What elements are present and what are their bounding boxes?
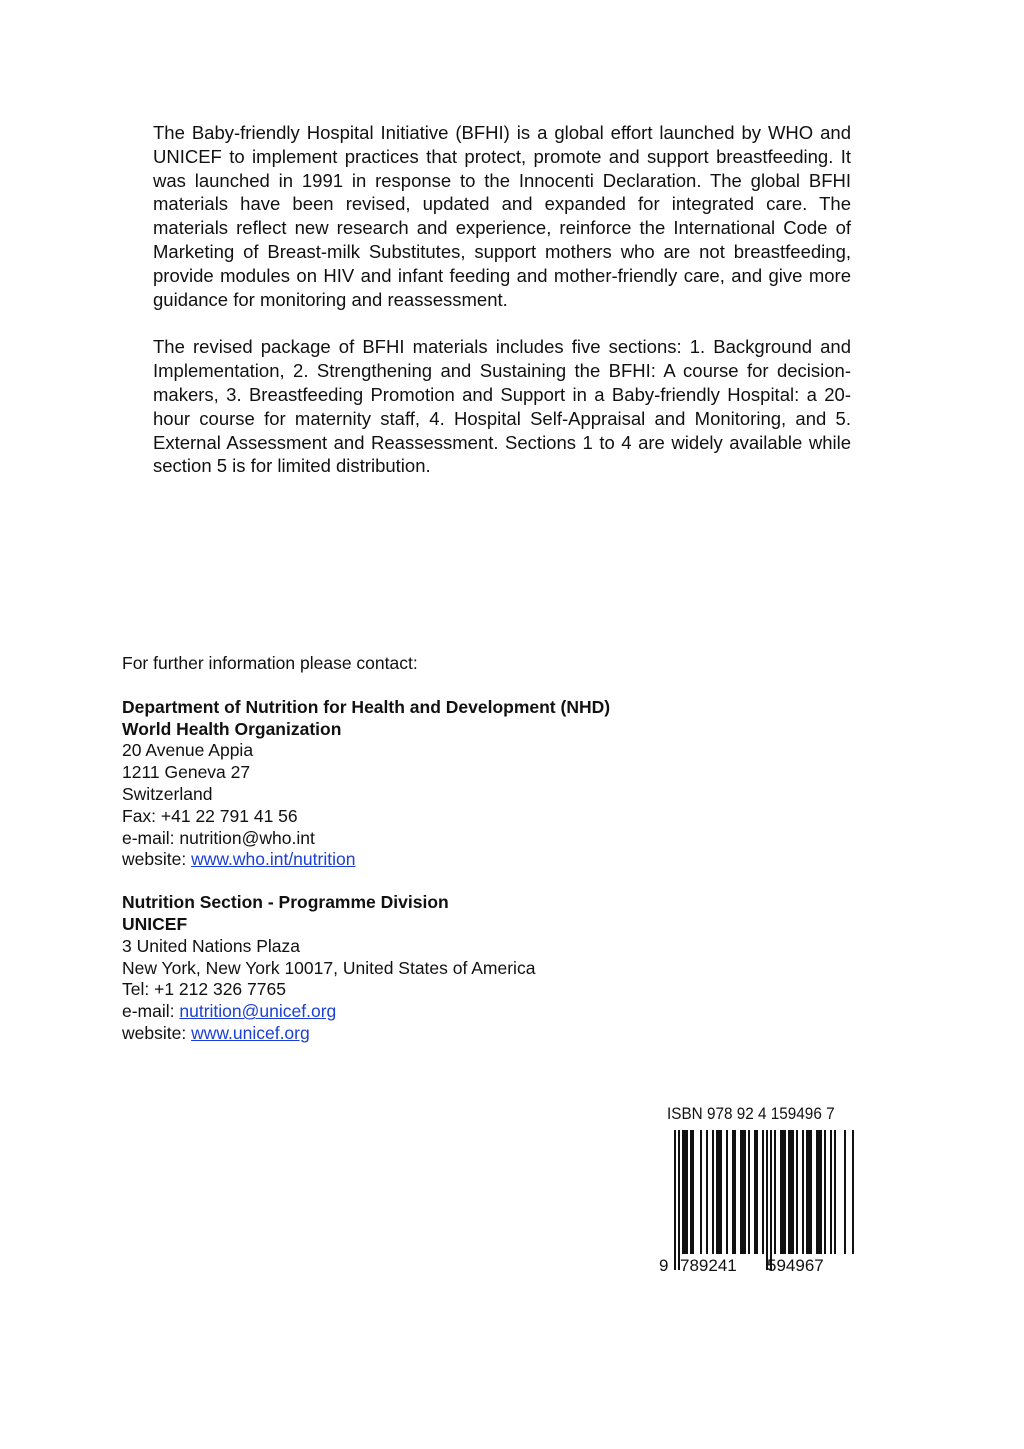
barcode-bar	[742, 1130, 744, 1254]
barcode-bar	[690, 1130, 692, 1254]
unicef-organization: UNICEF	[122, 913, 188, 934]
barcode-bar	[732, 1130, 734, 1254]
barcode-bar	[716, 1130, 718, 1254]
intro-paragraph-2: The revised package of BFHI materials includes five sections: 1. Background and Implementation, 2. Strengthening and Sustaining the BFHI: A course for decision-makers, 3. Breastfeeding Promotion and Support in a Baby-friendly Hospital: a 20-hour course for maternity staff, 4. Hospital Self-Appraisal and Monitoring, and 5. External Assessment and Reassessment. Sections 1 to 4 are widely available while section 5 is for limited distribution.	[153, 336, 851, 477]
who-organization: World Health Organization	[122, 718, 342, 739]
barcode-bar	[774, 1130, 776, 1254]
barcode-bar	[852, 1130, 854, 1254]
barcode-bar	[756, 1130, 758, 1254]
unicef-website-label: website:	[122, 1022, 192, 1043]
barcode-bar	[802, 1130, 804, 1254]
barcode-bar	[700, 1130, 702, 1254]
barcode-bar	[810, 1130, 812, 1254]
unicef-street: 3 United Nations Plaza	[122, 935, 301, 956]
barcode-bar	[782, 1130, 784, 1254]
who-email: e-mail: nutrition@who.int	[122, 827, 315, 848]
who-city: 1211 Geneva 27	[122, 762, 251, 783]
unicef-address	[122, 892, 742, 1045]
who-street: 20 Avenue Appia	[122, 740, 254, 761]
barcode-bar	[726, 1130, 728, 1254]
barcode-bar	[788, 1130, 790, 1254]
barcode-bar	[766, 1130, 768, 1270]
barcode-bar	[748, 1130, 750, 1254]
isbn-barcode	[654, 1126, 854, 1276]
barcode-bar	[720, 1130, 722, 1254]
who-website-label: website:	[122, 849, 192, 870]
barcode-bar	[744, 1130, 746, 1254]
unicef-tel: Tel: +1 212 326 7765	[122, 979, 286, 1000]
barcode-bar	[780, 1130, 782, 1254]
who-website-line	[122, 849, 742, 871]
barcode-bar	[770, 1130, 772, 1270]
barcode-bar	[682, 1130, 684, 1254]
contact-section	[122, 653, 742, 1066]
who-department: Department of Nutrition for Health and Development (NHD)	[122, 696, 611, 717]
barcode-bar	[678, 1130, 680, 1270]
unicef-website-link[interactable]: www.unicef.org	[191, 1022, 310, 1043]
intro-paragraph-1: The Baby-friendly Hospital Initiative (BFHI) is a global effort launched by WHO and UNICEF to implement practices that protect, promote and support breastfeeding. It was launched in 1991 in response to the Innocenti Declaration. The global BFHI materials have been revised, updated and expanded for integrated care. The materials reflect new research and experience, reinforce the International Code of Marketing of Breast-milk Substitutes, support mothers who are not breastfeeding, provide modules on HIV and infant feeding and mother-friendly care, and give more guidance for monitoring and reassessment.	[153, 122, 851, 310]
unicef-department: Nutrition Section - Programme Division	[122, 892, 449, 913]
barcode-bar	[692, 1130, 694, 1254]
barcode-bar	[820, 1130, 822, 1254]
contact-lead: For further information please contact:	[122, 653, 418, 673]
unicef-email-label: e-mail:	[122, 1001, 180, 1022]
barcode-bar	[686, 1130, 688, 1254]
barcode-bar	[674, 1130, 676, 1270]
barcode-bars	[674, 1130, 854, 1270]
who-website-link[interactable]: www.who.int/nutrition	[191, 849, 356, 870]
barcode-bar	[806, 1130, 808, 1254]
barcode-bar	[734, 1130, 736, 1254]
who-country: Switzerland	[122, 783, 213, 804]
barcode-bar	[796, 1130, 798, 1254]
barcode-bar	[824, 1130, 826, 1254]
barcode-bar	[830, 1130, 832, 1254]
barcode-bar	[792, 1130, 794, 1254]
isbn-number: ISBN 978 92 4 159496 7	[667, 1104, 835, 1123]
barcode-digit-lead: 9	[659, 1256, 669, 1275]
barcode-bar	[706, 1130, 708, 1254]
who-fax: Fax: +41 22 791 41 56	[122, 805, 298, 826]
barcode-bar	[816, 1130, 818, 1254]
unicef-website-line	[122, 1023, 742, 1045]
barcode-digits-left: 789241	[680, 1256, 737, 1275]
barcode-bar	[762, 1130, 764, 1254]
barcode-bar	[808, 1130, 810, 1254]
barcode-bar	[784, 1130, 786, 1254]
unicef-email-line	[122, 1001, 742, 1023]
barcode-bar	[834, 1130, 836, 1254]
barcode-bar	[844, 1130, 846, 1254]
barcode-bar	[712, 1130, 714, 1254]
who-address	[122, 697, 742, 871]
intro-text	[153, 121, 851, 502]
barcode-bar	[790, 1130, 792, 1254]
unicef-city: New York, New York 10017, United States of America	[122, 957, 536, 978]
barcode-digits-right: 594967	[767, 1256, 824, 1275]
barcode-bar	[754, 1130, 756, 1254]
barcode-bar	[740, 1130, 742, 1254]
barcode-bar	[684, 1130, 686, 1254]
barcode-bar	[818, 1130, 820, 1254]
unicef-email-link[interactable]: nutrition@unicef.org	[179, 1001, 337, 1022]
barcode-bar	[718, 1130, 720, 1254]
